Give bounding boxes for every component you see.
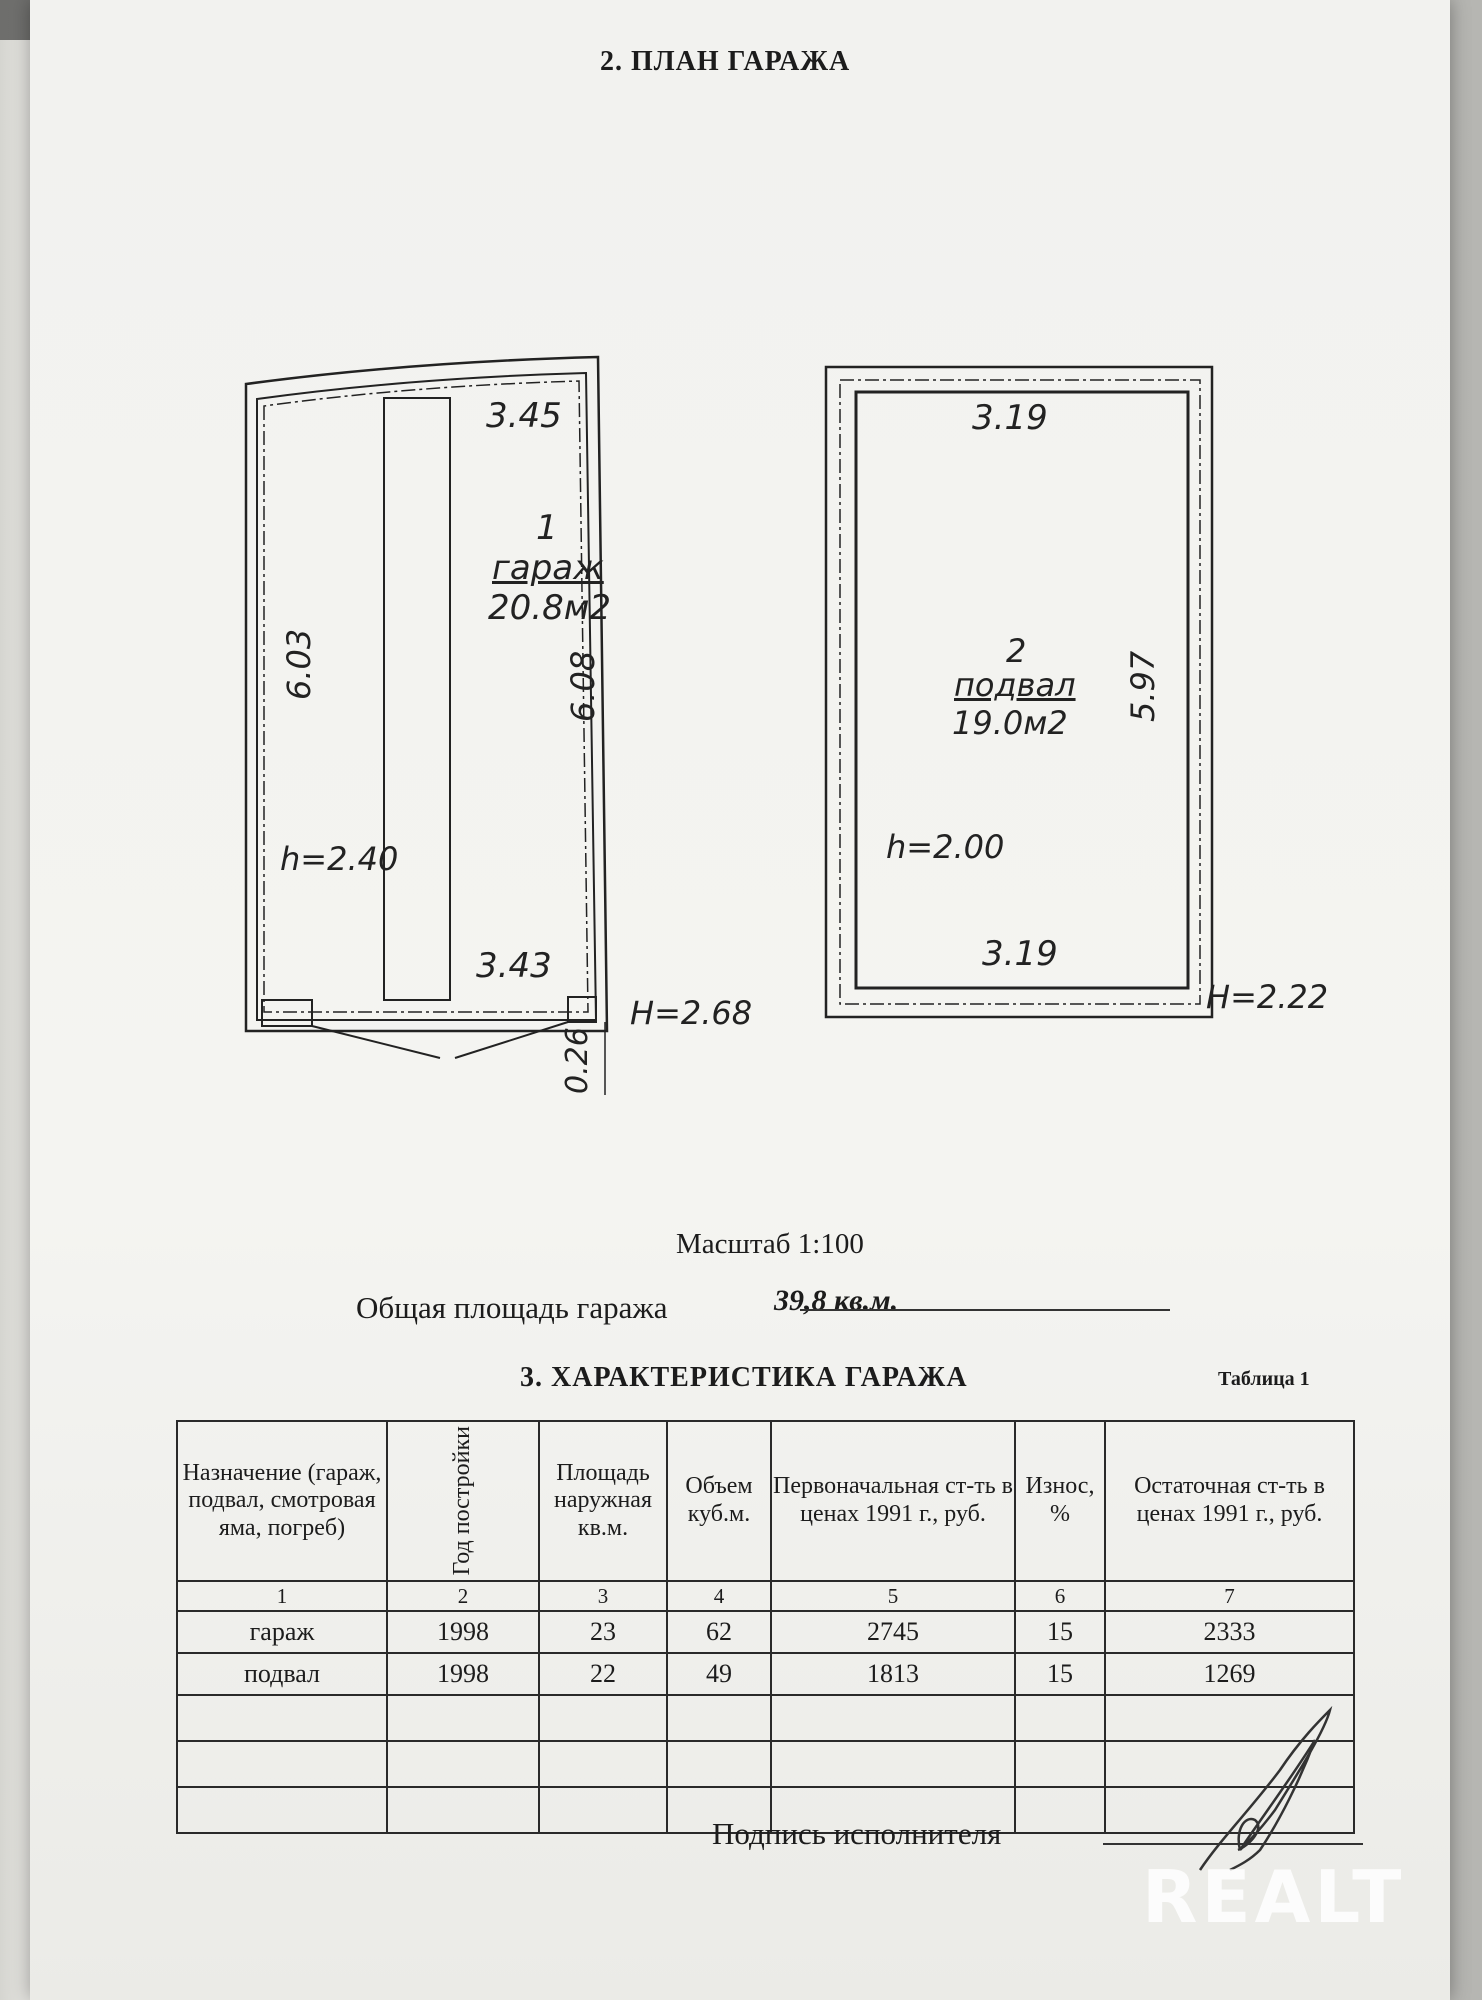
garage-top-width: 3.45 (486, 396, 562, 436)
garage-bottom-width: 3.43 (476, 946, 552, 986)
garage-right-length: 6.08 (564, 650, 602, 722)
basement-room-number: 2 (1006, 632, 1027, 670)
basement-top-width: 3.19 (972, 398, 1048, 438)
cell-residual-cost: 2333 (1105, 1611, 1354, 1653)
cell-wear: 15 (1015, 1611, 1105, 1653)
garage-room-number: 1 (536, 508, 558, 548)
header-purpose: Назначение (гараж, подвал, смотровая яма, погреб) (177, 1421, 387, 1581)
basement-right-length: 5.97 (1124, 650, 1162, 722)
column-number: 6 (1015, 1581, 1105, 1611)
header-volume: Объем куб.м. (667, 1421, 771, 1581)
cell-residual-cost: 1269 (1105, 1653, 1354, 1695)
characteristics-table-wrapper (176, 1420, 1353, 1834)
header-year-text: Год постройки (449, 1426, 476, 1576)
basement-bottom-width: 3.19 (982, 934, 1058, 974)
basement-room-area: 19.0м2 (952, 704, 1068, 742)
garage-plan (246, 357, 607, 1095)
cell-area: 23 (539, 1611, 667, 1653)
cell-wear: 15 (1015, 1653, 1105, 1695)
table-row (177, 1653, 1354, 1695)
table-header-row (177, 1421, 1354, 1581)
cell-initial-cost: 2745 (771, 1611, 1015, 1653)
cell-volume: 49 (667, 1653, 771, 1695)
column-numbers-row (177, 1581, 1354, 1611)
column-number: 7 (1105, 1581, 1354, 1611)
column-number: 3 (539, 1581, 667, 1611)
total-area-label: Общая площадь гаража (356, 1290, 668, 1325)
column-number: 4 (667, 1581, 771, 1611)
garage-room-name: гараж (492, 548, 604, 588)
header-year (387, 1421, 539, 1581)
characteristics-table (176, 1420, 1355, 1834)
column-number: 2 (387, 1581, 539, 1611)
total-area-underline (800, 1309, 1170, 1311)
gate-post-right (568, 997, 596, 1022)
garage-inner-height: h=2.40 (280, 840, 399, 878)
column-number: 1 (177, 1581, 387, 1611)
garage-gate-depth: 0.26 (560, 1027, 595, 1094)
header-initial-cost: Первоначальная ст-ть в ценах 1991 г., руб. (771, 1421, 1015, 1581)
cell-year: 1998 (387, 1611, 539, 1653)
document-sheet (30, 0, 1450, 2000)
header-area: Площадь наружная кв.м. (539, 1421, 667, 1581)
total-area-value: 39,8 кв.м. (774, 1284, 899, 1317)
inspection-pit (384, 398, 450, 1000)
cell-area: 22 (539, 1653, 667, 1695)
cell-purpose: гараж (177, 1611, 387, 1653)
table-label: Таблица 1 (1218, 1368, 1310, 1390)
cell-purpose: подвал (177, 1653, 387, 1695)
cell-volume: 62 (667, 1611, 771, 1653)
characteristic-section-title: 3. ХАРАКТЕРИСТИКА ГАРАЖА (520, 1362, 968, 1393)
header-residual-cost: Остаточная ст-ть в ценах 1991 г., руб. (1105, 1421, 1354, 1581)
realt-watermark: REALT (1142, 1855, 1406, 1939)
empty-table-row (177, 1741, 1354, 1787)
garage-outer-height: H=2.68 (630, 994, 753, 1032)
garage-left-length: 6.03 (280, 628, 318, 700)
gate-post-left (262, 1000, 312, 1026)
basement-room-name: подвал (954, 666, 1076, 704)
cell-initial-cost: 1813 (771, 1653, 1015, 1695)
garage-room-area: 20.8м2 (488, 588, 611, 628)
basement-inner-height: h=2.00 (886, 828, 1005, 866)
empty-table-row (177, 1695, 1354, 1741)
table-row (177, 1611, 1354, 1653)
basement-outer-height: H=2.22 (1206, 978, 1329, 1016)
column-number: 5 (771, 1581, 1015, 1611)
cell-year: 1998 (387, 1653, 539, 1695)
scale-label: Масштаб 1:100 (676, 1228, 864, 1260)
signature-label: Подпись исполнителя (712, 1816, 1002, 1851)
header-wear: Износ, % (1015, 1421, 1105, 1581)
plan-section-title: 2. ПЛАН ГАРАЖА (600, 46, 851, 77)
gate-leaf-right (455, 1022, 568, 1058)
